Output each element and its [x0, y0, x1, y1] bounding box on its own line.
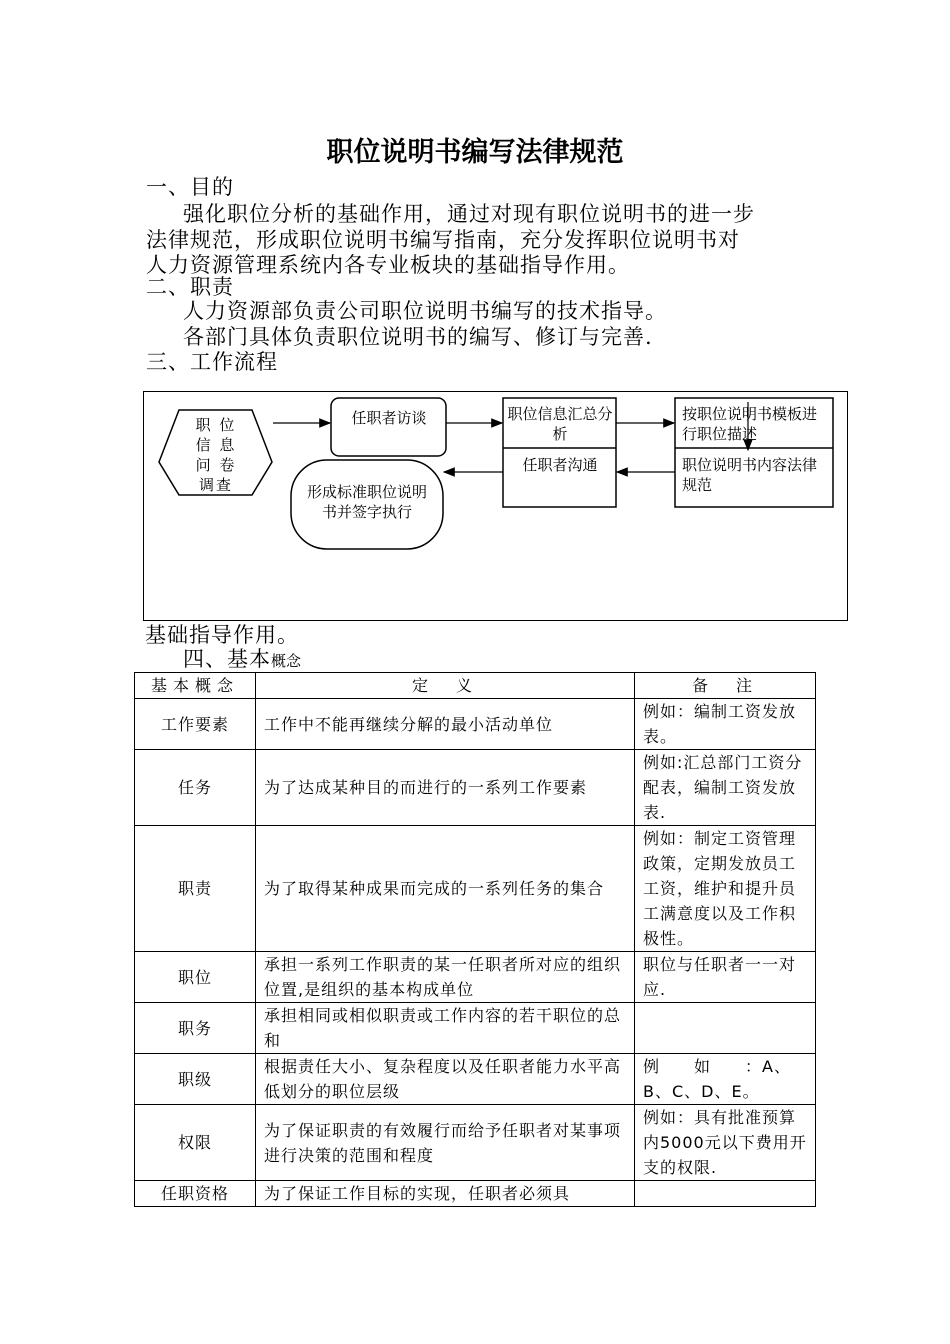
note-cell: 例如：制定工资管理政策，定期发放员工工资，维护和提升员工满意度以及工作积极性。: [635, 826, 816, 952]
note-cell: [635, 1003, 816, 1054]
section-4-heading: [183, 646, 301, 673]
definition-cell: 为了取得某种成果而完成的一系列任务的集合: [256, 826, 635, 952]
concepts-table: [134, 672, 816, 1207]
term-cell: 任务: [135, 750, 256, 826]
section-4-heading-small: 概念: [271, 652, 302, 670]
term-cell: 工作要素: [135, 699, 256, 750]
section-1-line-2: 法律规范，形成职位说明书编写指南，充分发挥职位说明书对: [146, 228, 740, 252]
describe-label: 按职位说明书模板进行职位描述: [682, 405, 818, 443]
definition-cell: 为了达成某种目的而进行的一系列工作要素: [256, 750, 635, 826]
questionnaire-label: 职 位 信 息 问 卷 调查: [195, 416, 237, 494]
note-cell: 职位与任职者一一对应.: [635, 952, 816, 1003]
definition-cell: 为了保证工作目标的实现，任职者必须具: [256, 1181, 635, 1207]
term-cell: 职级: [135, 1054, 256, 1105]
term-cell: 任职资格: [135, 1181, 256, 1207]
table-row: [135, 826, 816, 952]
table-row: [135, 750, 816, 826]
term-cell: 职务: [135, 1003, 256, 1054]
definition-cell: 根据责任大小、复杂程度以及任职者能力水平高低划分的职位层级: [256, 1054, 635, 1105]
note-cell: 例如：编制工资发放表。: [635, 699, 816, 750]
header-note: 备 注: [635, 673, 816, 699]
note-cell: 例 如 ：A、B、C、D、E。: [635, 1054, 816, 1105]
communicate-label: 任职者沟通: [522, 456, 598, 474]
term-cell: 权限: [135, 1105, 256, 1181]
table-row: [135, 1054, 816, 1105]
section-1-heading: 一、目的: [146, 175, 234, 199]
workflow-diagram: [143, 391, 848, 621]
section-1-line-1: 强化职位分析的基础作用，通过对现有职位说明书的进一步: [183, 202, 755, 226]
table-row: [135, 952, 816, 1003]
after-flow-text: 基础指导作用。: [145, 623, 299, 647]
final-label: 形成标准职位说明书并签字执行: [306, 483, 427, 521]
section-1-line-3: 人力资源管理系统内各专业板块的基础指导作用。: [146, 253, 630, 277]
legal-label: 职位说明书内容法律规范: [682, 456, 818, 494]
section-2-heading: 二、职责: [146, 275, 234, 299]
definition-cell: 承担一系列工作职责的某一任职者所对应的组织位置,是组织的基本构成单位: [256, 952, 635, 1003]
section-2-line-2: 各部门具体负责职位说明书的编写、修订与完善.: [183, 325, 653, 349]
table-row: [135, 699, 816, 750]
term-cell: 职责: [135, 826, 256, 952]
header-term: 基本概念: [135, 673, 256, 699]
summary-label: 职位信息汇总分析: [507, 405, 613, 443]
page-title: 职位说明书编写法律规范: [326, 137, 624, 168]
section-4-heading-main: 四、基本: [183, 647, 271, 671]
interview-label: 任职者访谈: [351, 409, 427, 427]
term-cell: 职位: [135, 952, 256, 1003]
definition-cell: 承担相同或相似职责或工作内容的若干职位的总和: [256, 1003, 635, 1054]
definition-cell: 为了保证职责的有效履行而给予任职者对某事项进行决策的范围和程度: [256, 1105, 635, 1181]
table-header-row: [135, 673, 816, 699]
section-3-heading: 三、工作流程: [146, 350, 278, 374]
table-row: [135, 1003, 816, 1054]
note-cell: 例如：具有批准预算内5000元以下费用开支的权限.: [635, 1105, 816, 1181]
section-2-line-1: 人力资源部负责公司职位说明书编写的技术指导。: [183, 299, 667, 323]
header-definition: 定 义: [256, 673, 635, 699]
definition-cell: 工作中不能再继续分解的最小活动单位: [256, 699, 635, 750]
note-cell: 例如:汇总部门工资分配表，编制工资发放表.: [635, 750, 816, 826]
table-row: [135, 1181, 816, 1207]
note-cell: [635, 1181, 816, 1207]
table-row: [135, 1105, 816, 1181]
